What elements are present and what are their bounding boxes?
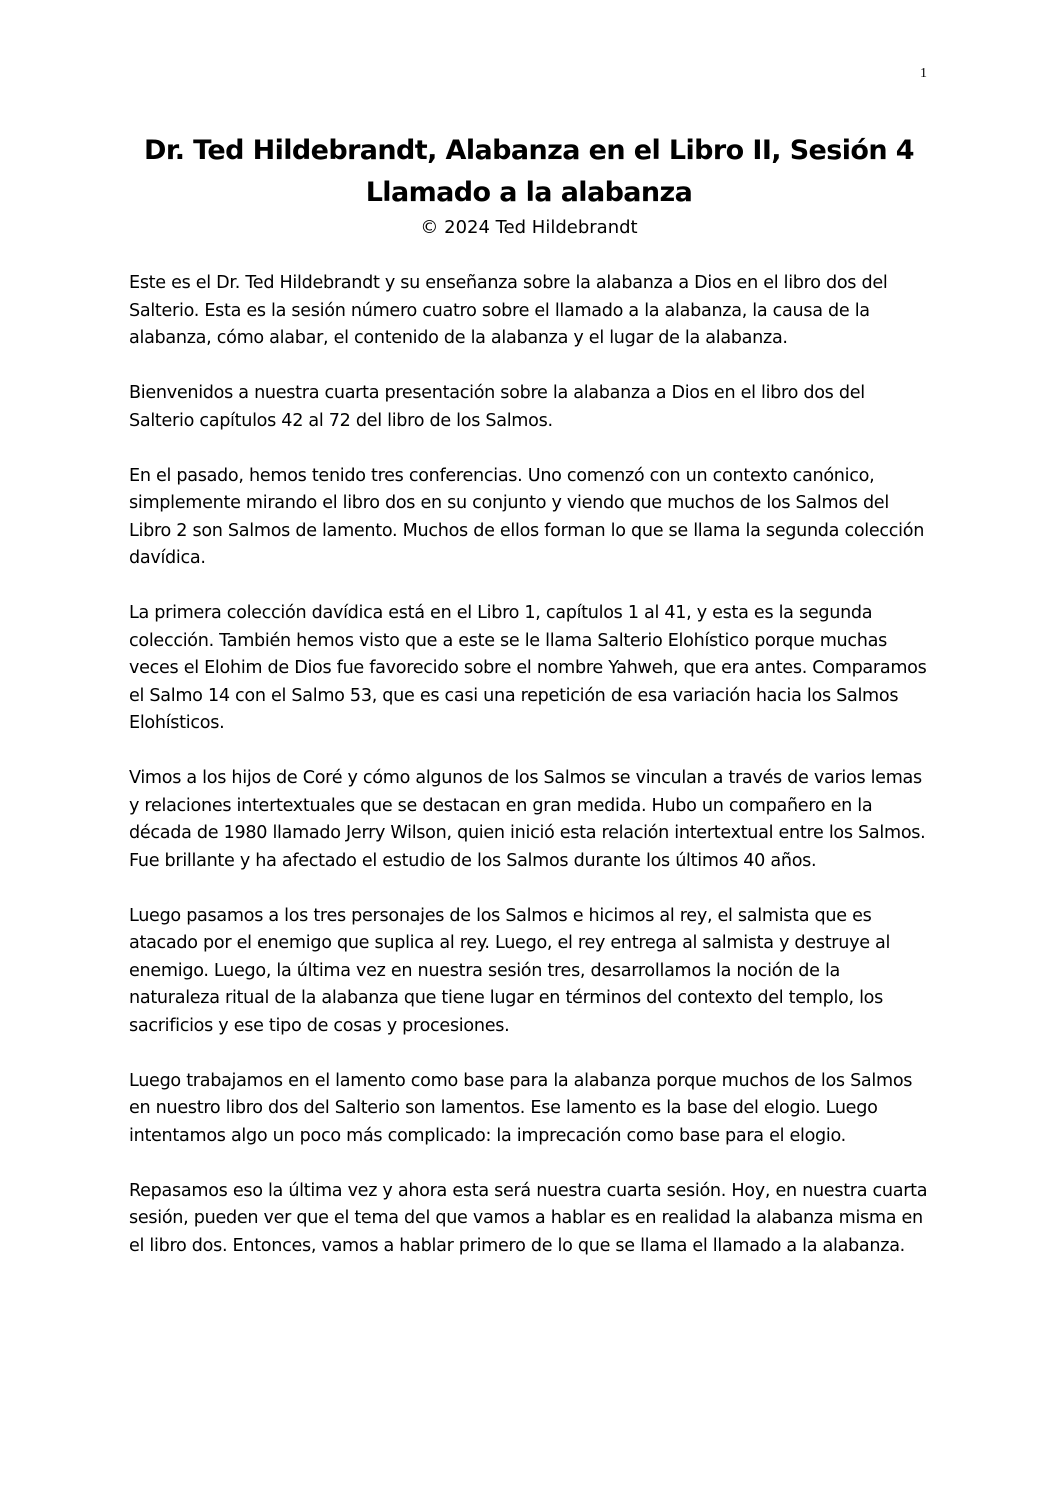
document-subtitle: Llamado a la alabanza (365, 177, 693, 208)
paragraph: Luego trabajamos en el lamento como base para la alabanza porque muchos de los Salmos en nuestro libro dos del Salterio son lamentos. Ese lamento es la base del elogio. Luego intentamos algo un poco más complicado: la imprecación como base para el elogio. (129, 1070, 913, 1146)
paragraph: La primera colección davídica está en el Libro 1, capítulos 1 al 41, y esta es la segunda colección. También hemos visto que a este se le llama Salterio Elohístico porque muchas veces el Elohim de Dios fue favorecido sobre el nombre Yahweh, que era antes. Comparamos el Salmo 14 con el Salmo 53, que es casi una repetición de esa variación hacia los Salmos Elohísticos. (129, 603, 927, 733)
paragraph: Este es el Dr. Ted Hildebrandt y su enseñanza sobre la alabanza a Dios en el libro dos del Salterio. Esta es la sesión número cuatro sobre el llamado a la alabanza, la causa de la alabanza, cómo alabar, el contenido de la alabanza y el lugar de la alabanza. (129, 273, 888, 348)
copyright-notice: © 2024 Ted Hildebrandt (420, 217, 638, 238)
paragraph: Repasamos eso la última vez y ahora esta será nuestra cuarta sesión. Hoy, en nuestra cuarta sesión, pueden ver que el tema del que vamos a hablar es en realidad la alabanza misma en el libro dos. Entonces, vamos a hablar primero de lo que se llama el llamado a la alabanza. (129, 1180, 928, 1256)
document-title: Dr. Ted Hildebrandt, Alabanza en el Libro II, Sesión 4 (144, 135, 914, 166)
paragraph: Vimos a los hijos de Coré y cómo algunos de los Salmos se vinculan a través de varios lemas y relaciones intertextuales que se destacan en gran medida. Hubo un compañero en la década de 1980 llamado Jerry Wilson, quien inició esta relación intertextual entre los Salmos. Fue brillante y ha afectado el estudio de los Salmos durante los últimos 40 años. (129, 768, 926, 871)
page-number: 1 (920, 66, 927, 81)
paragraph: En el pasado, hemos tenido tres conferencias. Uno comenzó con un contexto canónico, simplemente mirando el libro dos en su conjunto y viendo que muchos de los Salmos del Libro 2 son Salmos de lamento. Muchos de ellos forman lo que se llama la segunda colección davídica. (129, 465, 925, 568)
document-body (129, 270, 934, 1288)
paragraph: Luego pasamos a los tres personajes de los Salmos e hicimos al rey, el salmista que es atacado por el enemigo que suplica al rey. Luego, el rey entrega al salmista y destruye al enemigo. Luego, la última vez en nuestra sesión tres, desarrollamos la noción de la naturaleza ritual de la alabanza que tiene lugar en términos del contexto del templo, los sacrificios y ese tipo de cosas y procesiones. (129, 905, 891, 1036)
title-block (0, 130, 1058, 242)
paragraph: Bienvenidos a nuestra cuarta presentación sobre la alabanza a Dios en el libro dos del Salterio capítulos 42 al 72 del libro de los Salmos. (129, 383, 865, 431)
